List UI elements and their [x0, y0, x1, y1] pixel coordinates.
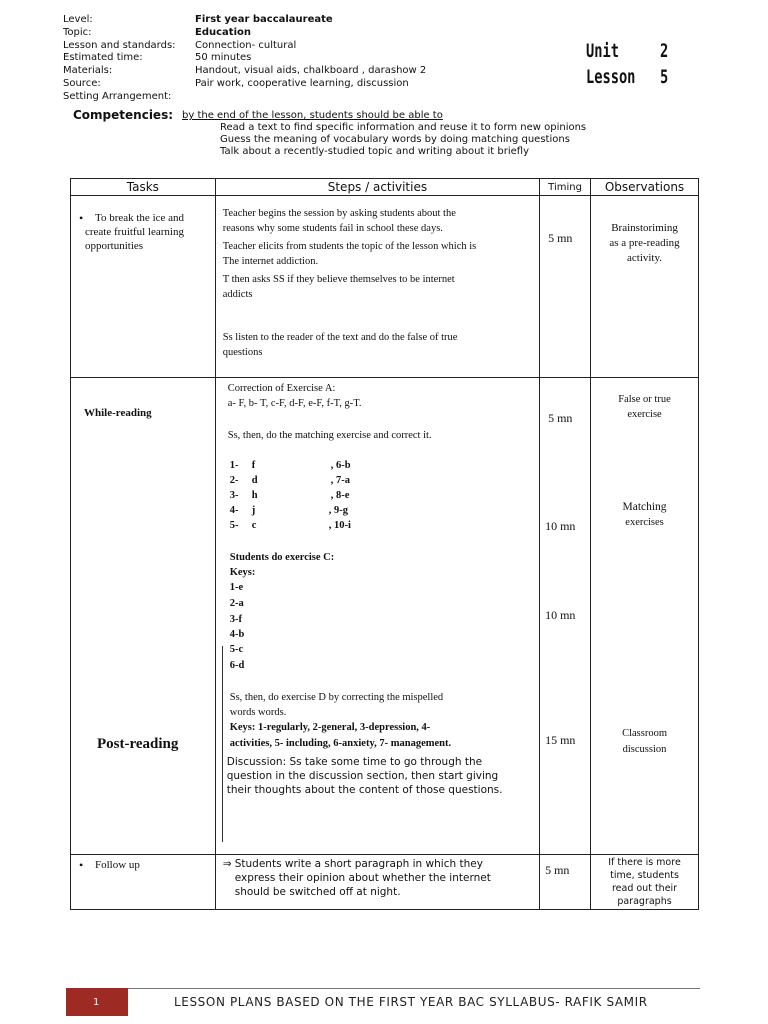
- source-label: Source:: [63, 78, 101, 89]
- margin-line: [222, 646, 223, 842]
- step-line: questions: [222, 347, 263, 358]
- exercise-c-key: 4-b: [229, 629, 245, 640]
- followup-line: should be switched off at night.: [234, 886, 401, 898]
- lesson-plan-table: [70, 178, 699, 910]
- timing-value: 5 mn: [548, 411, 573, 425]
- header-timing: Timing: [540, 179, 591, 196]
- page-number: 1: [93, 997, 100, 1008]
- matching-right: , 10-i: [328, 520, 351, 531]
- arrow-icon: ⇒: [222, 858, 232, 870]
- materials-label: Materials:: [63, 65, 113, 77]
- standards-value: Connection- cultural: [195, 39, 297, 51]
- lesson-label: Lesson: [586, 66, 636, 88]
- observation-line: discussion: [622, 744, 667, 755]
- header-tasks: Tasks: [71, 179, 216, 196]
- exercise-d-intro: words words.: [229, 707, 287, 718]
- exercise-c-key: 1-e: [229, 582, 244, 593]
- matching-left: j: [251, 505, 256, 516]
- arrangement-label: Setting Arrangement:: [63, 90, 172, 102]
- matching-number: 4-: [229, 505, 239, 516]
- observation-line: Classroom: [622, 728, 667, 739]
- table-header-row: [71, 179, 699, 196]
- exercise-c-title: Students do exercise C:: [229, 552, 335, 563]
- observation-line: activity.: [627, 252, 663, 264]
- timing-value: 10 mn: [545, 519, 576, 533]
- observation-line: If there is more: [608, 857, 681, 868]
- level-label: Level:: [63, 14, 93, 25]
- task-post-reading: Post-reading: [97, 736, 179, 752]
- matching-number: 5-: [229, 520, 239, 531]
- task-text: opportunities: [85, 240, 144, 252]
- discussion-line: Discussion: Ss take some time to go through the: [226, 756, 483, 768]
- discussion-line: question in the discussion section, then start giving: [226, 770, 499, 782]
- bullet-icon: •: [79, 858, 84, 872]
- standards-label: Lesson and standards:: [63, 39, 176, 51]
- exercise-c-keys-label: Keys:: [229, 567, 256, 578]
- competency-item: Read a text to find specific information and reuse it to form new opinions: [220, 122, 587, 133]
- matching-left: d: [251, 475, 258, 486]
- task-text: To break the ice and: [95, 212, 185, 224]
- table-row: [71, 196, 699, 378]
- exercise-c-key: 5-c: [229, 644, 244, 655]
- time-value: 50 minutes: [195, 52, 252, 64]
- step-line: Ss listen to the reader of the text and do the false of true: [222, 332, 458, 343]
- observation-line: time, students: [610, 870, 679, 881]
- matching-right: , 9-g: [328, 505, 348, 516]
- matching-left: c: [251, 520, 257, 531]
- observation-line: as a pre-reading: [609, 237, 680, 249]
- bullet-icon: •: [79, 211, 84, 225]
- exercise-c-key: 3-f: [229, 614, 242, 625]
- timing-value: 5 mn: [548, 231, 573, 245]
- matching-number: 3-: [229, 490, 239, 501]
- correction-title: Correction of Exercise A:: [227, 383, 336, 394]
- footer-rule: [66, 988, 700, 989]
- source-value: Pair work, cooperative learning, discussion: [195, 78, 409, 89]
- followup-line: Students write a short paragraph in which they: [234, 858, 483, 870]
- observation-line: Brainstoriming: [611, 222, 678, 234]
- observation-line: exercises: [625, 517, 664, 528]
- discussion-line: their thoughts about the content of those questions.: [226, 784, 503, 796]
- competency-item: Talk about a recently-studied topic and writing about it briefly: [220, 146, 530, 157]
- competencies-label: Competencies:: [73, 108, 174, 122]
- observation-line: read out their: [611, 883, 678, 894]
- unit-value: 2: [660, 40, 669, 62]
- exercise-c-key: 2-a: [229, 598, 244, 609]
- unit-label: Unit: [586, 40, 619, 62]
- header-steps: Steps / activities: [215, 179, 539, 196]
- step-line: addicts: [222, 289, 253, 300]
- observation-line: exercise: [627, 409, 662, 420]
- task-while-reading: While-reading: [84, 407, 152, 419]
- matching-number: 1-: [229, 460, 239, 471]
- task-text: create fruitful learning: [85, 226, 184, 238]
- step-line: Teacher elicits from students the topic of the lesson which is: [222, 241, 477, 252]
- matching-right: , 7-a: [330, 475, 350, 486]
- competencies-intro: by the end of the lesson, students should be able to: [182, 110, 443, 121]
- timing-value: 10 mn: [545, 608, 576, 622]
- header-observations: Observations: [591, 179, 699, 196]
- exercise-d-intro: Ss, then, do exercise D by correcting the mispelled: [229, 692, 444, 703]
- correction-keys: a- F, b- T, c-F, d-F, e-F, f-T, g-T.: [227, 398, 362, 409]
- topic-value: Education: [195, 26, 251, 38]
- materials-value: Handout, visual aids, chalkboard , darashow 2: [195, 65, 427, 77]
- matching-number: 2-: [229, 475, 239, 486]
- exercise-d-keys: Keys: 1-regularly, 2-general, 3-depression, 4-: [229, 722, 431, 733]
- exercise-d-keys: activities, 5- including, 6-anxiety, 7- management.: [229, 738, 452, 749]
- observation-line: False or true: [618, 394, 671, 405]
- matching-right: , 6-b: [330, 460, 351, 471]
- task-text: Follow up: [95, 859, 140, 871]
- time-label: Estimated time:: [63, 52, 143, 64]
- competency-item: Guess the meaning of vocabulary words by doing matching questions: [220, 134, 570, 145]
- step-line: The internet addiction.: [222, 256, 319, 267]
- matching-right: , 8-e: [330, 490, 350, 501]
- matching-intro: Ss, then, do the matching exercise and correct it.: [227, 430, 432, 441]
- observation-line: Matching: [622, 501, 667, 513]
- matching-left: f: [251, 460, 256, 471]
- matching-left: h: [251, 490, 258, 501]
- exercise-c-key: 6-d: [229, 660, 245, 671]
- step-line: T then asks SS if they believe themselves to be internet: [222, 274, 455, 285]
- lesson-value: 5: [660, 66, 669, 88]
- footer-text: LESSON PLANS BASED ON THE FIRST YEAR BAC SYLLABUS- RAFIK SAMIR: [174, 995, 648, 1009]
- level-value: First year baccalaureate: [195, 14, 333, 25]
- topic-label: Topic:: [63, 26, 92, 38]
- table-row: [71, 855, 699, 910]
- observation-line: paragraphs: [617, 896, 672, 907]
- timing-value: 15 mn: [545, 733, 576, 747]
- timing-value: 5 mn: [545, 863, 570, 877]
- table-row: [71, 378, 699, 855]
- step-line: Teacher begins the session by asking students about the: [222, 208, 456, 219]
- followup-line: express their opinion about whether the internet: [234, 872, 491, 884]
- step-line: reasons why some students fail in school these days.: [222, 223, 443, 234]
